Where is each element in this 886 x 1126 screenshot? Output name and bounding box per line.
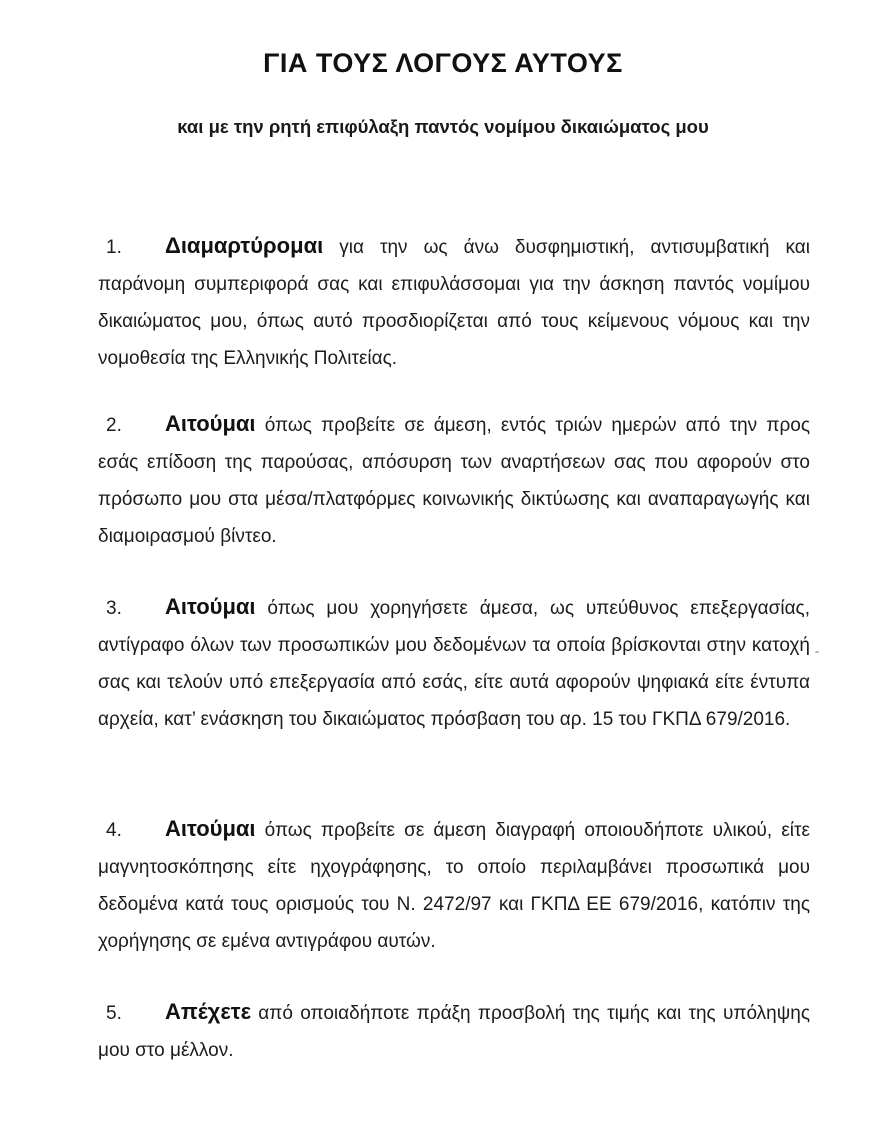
paragraph-number: 4. bbox=[106, 820, 122, 841]
numbered-paragraph bbox=[98, 588, 810, 738]
numbered-paragraph bbox=[98, 810, 810, 960]
document-subtitle: και με την ρητή επιφύλαξη παντός νομίμου δικαιώματος μου bbox=[177, 116, 709, 137]
numbered-paragraph bbox=[98, 227, 810, 377]
document-title: ΓΙΑ ΤΟΥΣ ΛΟΓΟΥΣ ΑΥΤΟΥΣ bbox=[263, 48, 623, 78]
paragraph-lead-word: Αιτούμαι bbox=[165, 411, 256, 436]
paragraph-text: για την ως άνω δυσφημιστική, αντισυμβατική και παράνομη συμπεριφορά σας και επιφυλάσσομαι για την άσκηση παντός νομίμου δικαιώματος μου, όπως αυτό προσδιορίζεται από τους κείμενους νόμους και την νομοθεσία της Ελληνικής Πολιτείας. bbox=[98, 237, 810, 369]
paragraph-text: όπως μου χορηγήσετε άμεσα, ως υπεύθυνος επεξεργασίας, αντίγραφο όλων των προσωπικών μου δεδομένων τα οποία βρίσκονται στην κατοχή σας και τελούν υπό επεξεργασία από εσάς, είτε αυτά αφορούν ψηφιακά είτε έντυπα αρχεία, κατ’ ενάσκηση του δικαιώματος πρόσβαση του αρ. 15 του ΓΚΠΔ 679/2016. bbox=[98, 598, 810, 730]
paragraph-text: από οποιαδήποτε πράξη προσβολή της τιμής και της υπόληψης μου στο μέλλον. bbox=[98, 1003, 810, 1061]
paragraph-lead-word: Απέχετε bbox=[165, 999, 252, 1024]
paragraph-text: όπως προβείτε σε άμεση, εντός τριών ημερών από την προς εσάς επίδοση της παρούσας, απόσυρση των αναρτήσεων σας που αφορούν στο πρόσωπο μου στα μέσα/πλατφόρμες κοινωνικής δικτύωσης και αναπαραγωγής και διαμοιρασμού βίντεο. bbox=[98, 415, 810, 547]
paragraph-lead-word: Αιτούμαι bbox=[165, 816, 256, 841]
paragraph-number: 5. bbox=[106, 1003, 122, 1024]
scan-speck bbox=[815, 651, 819, 653]
paragraph-text: όπως προβείτε σε άμεση διαγραφή οποιουδήποτε υλικού, είτε μαγνητοσκόπησης είτε ηχογράφησης, το οποίο περιλαμβάνει προσωπικά μου δεδομένα κατά τους ορισμούς του Ν. 2472/97 και ΓΚΠΔ ΕΕ 679/2016, κατόπιν της χορήγησης σε εμένα αντιγράφου αυτών. bbox=[98, 820, 810, 952]
paragraph-number: 2. bbox=[106, 415, 122, 436]
paragraph-number: 3. bbox=[106, 598, 122, 619]
numbered-paragraph bbox=[98, 405, 810, 555]
paragraph-lead-word: Αιτούμαι bbox=[165, 594, 256, 619]
paragraph-number: 1. bbox=[106, 237, 122, 258]
numbered-paragraph bbox=[98, 993, 810, 1069]
paragraph-lead-word: Διαμαρτύρομαι bbox=[165, 233, 324, 258]
